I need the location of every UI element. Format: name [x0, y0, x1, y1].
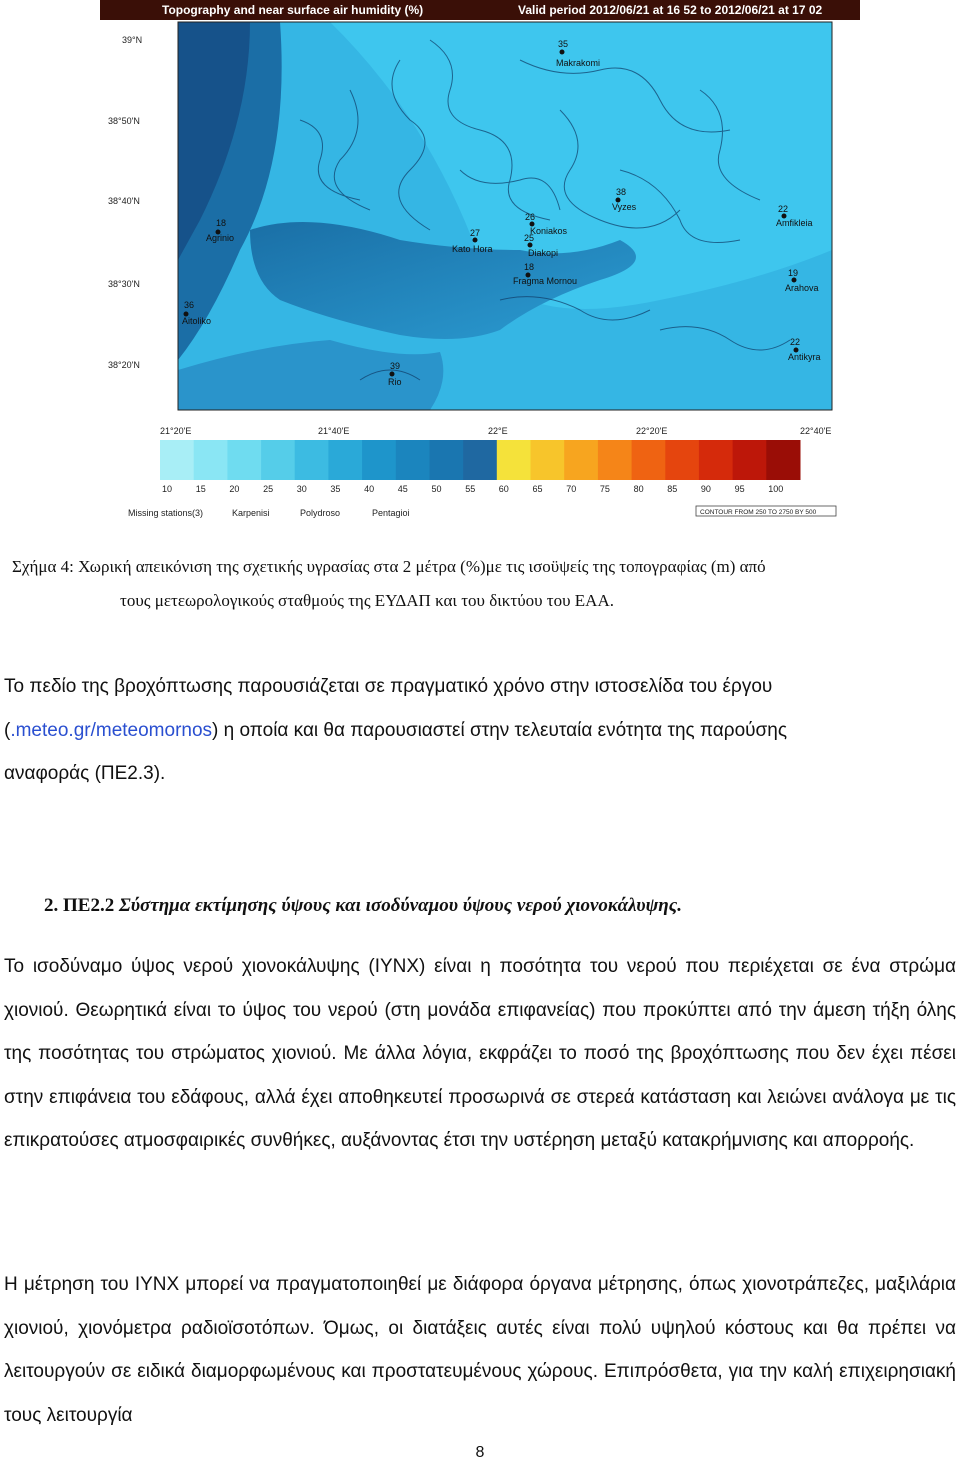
intro-line3: αναφοράς (ΠΕ2.3).	[4, 763, 166, 785]
humidity-figure	[100, 0, 860, 525]
station-name: Koniakos	[530, 226, 568, 236]
colorbar-ticks	[162, 484, 783, 494]
paragraph-iynx-definition: Το ισοδύναμο ύψος νερού χιονοκάλυψης (ΙΥΝΧ) είναι η ποσότητα του νερού που περιέχεται σε ένα στρώμα χιονιού. Θεωρητικά είναι το ύψος του νερού (στη μονάδα επιφανείας) που προκύπτει από την άμεση τήξη όλης της ποσότητας του στρώματος χιονιού. Με άλλα λόγια, εκφράζει το ποσό της βροχόπτωσης που δεν έχει πέσει στην επιφάνεια του εδάφους, αλλά έχει αποθηκευτεί προσωρινά σε στερεά κατάσταση και λειώνει ανάλογα με τις επικρατούσες ατμοσφαιρικές συνθήκες, αυξάνοντας έτσι την υστέρηση μεταξύ κατακρήμνισης και απορροής.	[4, 956, 956, 1152]
station-name: Aitoliko	[182, 316, 212, 326]
colorbar-tick-label: 55	[465, 484, 476, 494]
intro-paragraph	[4, 665, 956, 796]
station-value: 22	[778, 204, 789, 214]
colorbar-swatch	[564, 440, 598, 480]
colorbar-tick-label: 50	[431, 484, 442, 494]
colorbar-tick-label: 90	[700, 484, 711, 494]
figure-caption-line2: τους μετεωρολογικούς σταθμούς της ΕΥΔΑΠ και του δικτύου του ΕΑΑ.	[120, 591, 614, 610]
project-link[interactable]: .meteo.gr/meteomornos	[10, 719, 213, 741]
station-dot	[390, 372, 395, 377]
missing-label: Missing stations(3)	[128, 508, 204, 518]
colorbar-tick-label: 40	[364, 484, 375, 494]
lon-label: 22°20'E	[636, 426, 668, 436]
missing-station: Karpenisi	[232, 508, 270, 518]
colorbar-tick-label: 25	[263, 484, 274, 494]
colorbar-tick-label: 60	[498, 484, 509, 494]
contour-note: CONTOUR FROM 250 TO 2750 BY 500	[700, 509, 817, 516]
station-value: 18	[216, 218, 227, 228]
station-name: Makrakomi	[556, 58, 601, 68]
section-title: Σύστημα εκτίμησης ύψους και ισοδύναμου ύψους νερού χιονοκάλυψης.	[118, 895, 682, 916]
station-value: 26	[525, 212, 536, 222]
colorbar-tick-label: 75	[599, 484, 610, 494]
colorbar-swatch	[194, 440, 228, 480]
station-name: Rio	[388, 377, 402, 387]
colorbar-tick-label: 100	[768, 484, 784, 494]
station-dot	[792, 278, 797, 283]
colorbar-tick-label: 95	[734, 484, 745, 494]
colorbar-tick-label: 70	[566, 484, 577, 494]
missing-stations	[128, 508, 410, 518]
colorbar	[160, 440, 801, 480]
colorbar-tick-label: 35	[330, 484, 341, 494]
colorbar-swatch	[665, 440, 699, 480]
station-value: 27	[470, 228, 481, 238]
lat-label: 38°30'N	[108, 279, 140, 289]
station-name: Agrinio	[206, 233, 235, 243]
station-name: Antikyra	[788, 352, 821, 362]
lon-label: 21°40'E	[318, 426, 350, 436]
colorbar-tick-label: 30	[296, 484, 307, 494]
figure-header	[100, 0, 860, 20]
station-value: 36	[184, 300, 195, 310]
colorbar-swatch	[733, 440, 767, 480]
colorbar-swatch	[463, 440, 497, 480]
lon-label: 22°40'E	[800, 426, 832, 436]
station-value: 19	[788, 268, 799, 278]
colorbar-swatch	[396, 440, 430, 480]
colorbar-swatch	[362, 440, 396, 480]
station-value: 25	[524, 233, 535, 243]
intro-line2-post: ) η οποία και θα παρουσιαστεί στην τελευταία ενότητα της παρούσης	[212, 719, 787, 741]
colorbar-tick-label: 65	[532, 484, 543, 494]
colorbar-swatch	[598, 440, 632, 480]
station-name: Vyzes	[612, 202, 637, 212]
lat-label: 38°50'N	[108, 116, 140, 126]
colorbar-swatch	[766, 440, 800, 480]
intro-line2	[4, 709, 956, 753]
station-name: Fragma Mornou	[513, 276, 578, 286]
colorbar-tick-label: 15	[195, 484, 206, 494]
missing-station: Pentagioi	[372, 508, 410, 518]
station-dot	[560, 50, 565, 55]
figure-title: Topography and near surface air humidity (%)	[162, 3, 424, 17]
lon-axis	[160, 426, 831, 436]
station-name: Kato Hora	[452, 244, 493, 254]
colorbar-tick-label: 80	[633, 484, 644, 494]
colorbar-swatch	[261, 440, 295, 480]
colorbar-tick-label: 85	[667, 484, 678, 494]
lat-label: 38°40'N	[108, 196, 140, 206]
lon-label: 22°E	[488, 426, 508, 436]
lat-axis	[108, 35, 142, 370]
colorbar-tick-label: 45	[397, 484, 408, 494]
lon-label: 21°20'E	[160, 426, 192, 436]
colorbar-tick-label: 10	[162, 484, 173, 494]
figure-caption-line1: Σχήμα 4: Χωρική απεικόνιση της σχετικής υγρασίας στα 2 μέτρα (%)με τις ισοϋψείς της τοπογραφίας (m) από	[12, 557, 766, 576]
colorbar-tick-label: 20	[229, 484, 240, 494]
colorbar-swatch	[430, 440, 464, 480]
station-dot	[473, 238, 478, 243]
valid-period: Valid period 2012/06/21 at 16 52 to 2012/06/21 at 17 02	[518, 3, 823, 17]
colorbar-swatch	[632, 440, 666, 480]
intro-line1: Το πεδίο της βροχόπτωσης παρουσιάζεται σε πραγματικό χρόνο στην ιστοσελίδα του έργου	[4, 676, 773, 697]
station-value: 35	[558, 39, 569, 49]
colorbar-swatch	[497, 440, 531, 480]
colorbar-swatch	[295, 440, 329, 480]
station-dot	[528, 243, 533, 248]
section-number: 2. ΠΕ2.2	[44, 895, 115, 916]
colorbar-swatch	[227, 440, 261, 480]
colorbar-swatch	[531, 440, 565, 480]
station-name: Amfikleia	[776, 218, 813, 228]
station-name: Diakopi	[528, 248, 559, 258]
station-value: 39	[390, 361, 401, 371]
station-value: 18	[524, 262, 535, 272]
station-name: Arahova	[785, 283, 819, 293]
missing-station: Polydroso	[300, 508, 341, 518]
humidity-map	[100, 0, 860, 525]
paragraph-iynx-measurement: Η μέτρηση του ΙΥΝΧ μπορεί να πραγματοποιηθεί με διάφορα όργανα μέτρησης, όπως χιονοτράπεζες, μαξιλάρια χιονιού, χιονόμετρα ραδιοϊσοτόπων. Όμως, οι διατάξεις αυτές είναι πολύ υψηλού κόστους και θα πρέπει να λειτουργούν σε ειδικά διαμορφωμένους και προστατευμένους χώρους. Επιπρόσθετα, για την καλή επιχειρησιακή τους λειτουργία	[4, 1274, 956, 1426]
station-value: 38	[616, 187, 627, 197]
lat-label: 39°N	[122, 35, 143, 45]
intro-line2-pre: (	[4, 719, 11, 741]
colorbar-swatch	[160, 440, 194, 480]
station-value: 22	[790, 337, 801, 347]
colorbar-swatch	[328, 440, 362, 480]
lat-label: 38°20'N	[108, 360, 140, 370]
colorbar-swatch	[699, 440, 733, 480]
section-heading	[44, 895, 682, 917]
page-number: 8	[475, 1444, 485, 1461]
